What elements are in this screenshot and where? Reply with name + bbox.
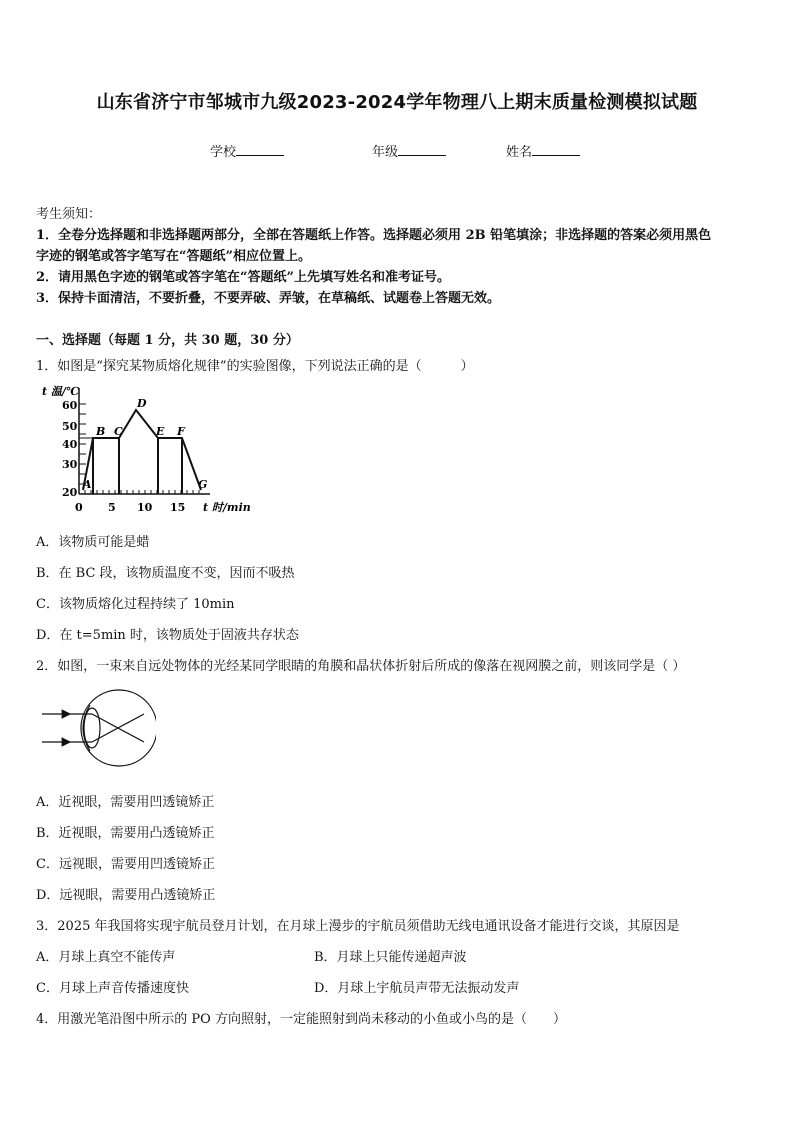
notice-item-1b: 字迹的钢笔或答字笔写在“答题纸”相应位置上。 (36, 249, 311, 264)
graph-y-tick: 50 (62, 420, 78, 433)
school-label: 学校 (210, 145, 237, 160)
melting-graph (36, 380, 266, 518)
graph-x-tick: 15 (170, 501, 186, 514)
q2-option-b: B．近视眼，需要用凸透镜矫正 (36, 826, 215, 841)
graph-point-d: D (137, 397, 147, 410)
notice-item-2: 2．请用黑色字迹的钢笔或答字笔在“答题纸”上先填写姓名和准考证号。 (36, 270, 451, 285)
graph-point-f: F (177, 425, 185, 438)
graph-y-tick: 60 (62, 399, 78, 412)
notice-item-3: 3．保持卡面清洁，不要折叠，不要弄破、弄皱，在草稿纸、试题卷上答题无效。 (36, 291, 501, 306)
q3-stem: 3．2025 年我国将实现宇航员登月计划，在月球上漫步的宇航员须借助无线电通讯设备才能进行交谈，其原因是 (36, 919, 680, 934)
q3-option-d: D．月球上宇航员声带无法振动发声 (314, 981, 520, 996)
q4-stem: 4．用激光笔沿图中所示的 PO 方向照射，一定能照射到尚未移动的小鱼或小鸟的是（ ） (36, 1012, 566, 1027)
notice-heading: 考生须知： (36, 207, 102, 222)
graph-curve (83, 410, 201, 490)
q3-option-c: C．月球上声音传播速度快 (36, 981, 189, 996)
q1-option-a: A．该物质可能是蜡 (36, 535, 150, 550)
name-field (506, 141, 580, 160)
q1-option-b: B．在 BC 段，该物质温度不变，因而不吸热 (36, 566, 295, 581)
graph-point-g: G (198, 478, 208, 491)
q1-option-c: C．该物质熔化过程持续了 10min (36, 597, 235, 612)
grade-label: 年级 (372, 145, 399, 160)
graph-x-label: t 时/min (203, 501, 251, 514)
name-blank (532, 143, 580, 156)
page-title: 山东省济宁市邹城市九级2023-2024学年物理八上期末质量检测模拟试题 (96, 92, 698, 113)
section-heading: 一、选择题（每题 1 分，共 30 题，30 分） (36, 333, 299, 348)
graph-x-tick: 0 (75, 501, 83, 514)
q2-option-d: D．远视眼，需要用凸透镜矫正 (36, 888, 216, 903)
school-field (210, 141, 284, 160)
q3-option-a: A．月球上真空不能传声 (36, 950, 176, 965)
graph-x-tick: 10 (137, 501, 153, 514)
q3-option-b: B．月球上只能传递超声波 (314, 950, 467, 965)
grade-field (372, 141, 446, 160)
graph-y-tick: 30 (62, 458, 78, 471)
eye-diagram (36, 685, 156, 775)
graph-y-tick: 20 (62, 486, 78, 499)
name-label: 姓名 (506, 145, 533, 160)
graph-point-b: B (96, 425, 106, 438)
q2-option-c: C．远视眼，需要用凹透镜矫正 (36, 857, 215, 872)
q1-stem: 1．如图是“探究某物质熔化规律”的实验图像，下列说法正确的是（ ） (36, 359, 474, 374)
grade-blank (398, 143, 446, 156)
graph-point-a: A (83, 478, 92, 491)
graph-x-tick: 5 (108, 501, 116, 514)
graph-y-tick: 40 (62, 438, 78, 451)
q2-option-a: A．近视眼，需要用凹透镜矫正 (36, 795, 215, 810)
q1-option-d: D．在 t=5min 时，该物质处于固液共存状态 (36, 628, 299, 643)
school-blank (236, 143, 284, 156)
q2-stem: 2．如图，一束来自远处物体的光经某同学眼睛的角膜和晶状体折射后所成的像落在视网膜之前，则该同学是（ ） (36, 659, 686, 674)
notice-item-1a: 1．全卷分选择题和非选择题两部分，全部在答题纸上作答。选择题必须用 2B 铅笔填涂；非选择题的答案必须用黑色 (36, 228, 712, 243)
graph-point-e: E (156, 425, 165, 438)
graph-point-c: C (114, 425, 123, 438)
graph-y-label: t 温/℃ (42, 385, 80, 398)
